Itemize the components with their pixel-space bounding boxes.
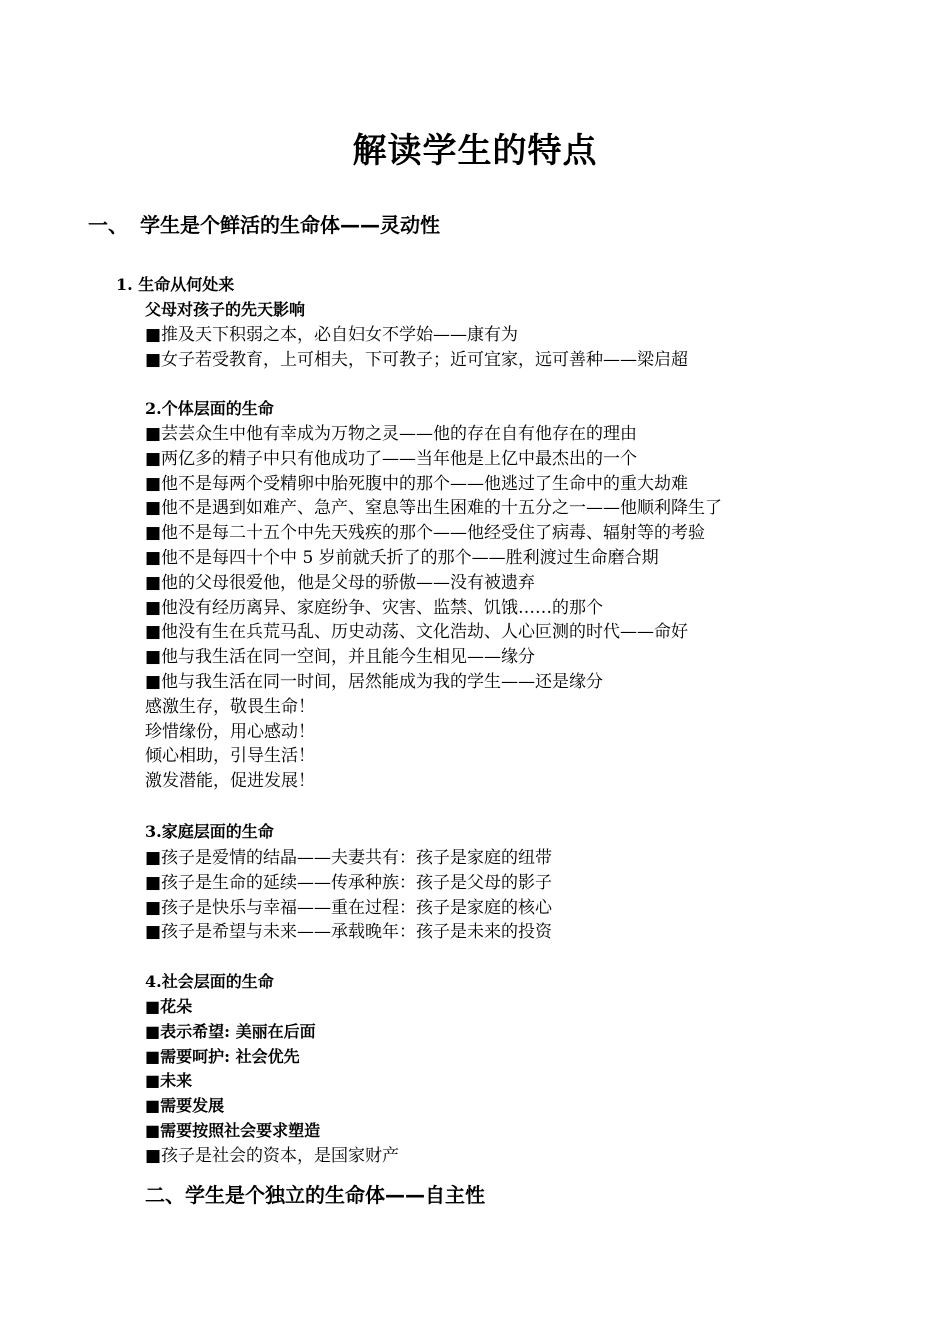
list-item: ■他不是遇到如难产、急产、窒息等出生困难的十五分之一——他顺利降生了: [145, 498, 723, 519]
subsection-1-list: [145, 323, 688, 373]
motto-line: 感激生存，敬畏生命！: [145, 696, 315, 717]
subsection-2-list: [145, 422, 722, 794]
list-item: ■他不是每两个受精卵中胎死腹中的那个——他逃过了生命中的重大劫难: [145, 473, 689, 494]
subsection-3-heading: 3.家庭层面的生命: [145, 822, 274, 841]
subsection-1-heading: 1. 生命从何处来: [116, 275, 235, 294]
subsection-3-list: [145, 846, 552, 945]
list-item: ■两亿多的精子中只有他成功了——当年他是上亿中最杰出的一个: [145, 448, 638, 469]
list-item: ■芸芸众生中他有幸成为万物之灵——他的存在自有他存在的理由: [145, 424, 638, 444]
list-item: ■花朵: [145, 997, 193, 1016]
list-item: ■他没有生在兵荒马乱、历史动荡、文化浩劫、人心叵测的时代——命好: [145, 622, 689, 643]
list-item: ■孩子是社会的资本，是国家财产: [145, 1146, 400, 1166]
subsection-4-last: [145, 1144, 399, 1169]
list-item: ■他与我生活在同一空间，并且能今生相见——缘分: [145, 647, 536, 668]
list-item: ■孩子是爱情的结晶——夫妻共有：孩子是家庭的纽带: [145, 848, 553, 868]
list-item: ■需要呵护: 社会优先: [145, 1046, 300, 1066]
list-item: ■孩子是希望与未来——承载晚年：孩子是未来的投资: [145, 922, 553, 943]
list-item: ■他与我生活在同一时间，居然能成为我的学生——还是缘分: [145, 671, 604, 692]
list-item: ■孩子是生命的延续——传承种族：孩子是父母的影子: [145, 872, 553, 893]
list-item: ■未来: [145, 1071, 193, 1091]
list-item: ■孩子是快乐与幸福——重在过程：孩子是家庭的核心: [145, 897, 553, 918]
list-item: ■推及天下积弱之本，必自妇女不学始——康有为: [145, 325, 519, 345]
section-1-title: 学生是个鲜活的生命体——灵动性: [140, 213, 440, 237]
section-1-heading: [88, 211, 440, 239]
section-2-heading: 二、学生是个独立的生命体——自主性: [145, 1183, 485, 1207]
section-1-number: 一、: [88, 213, 128, 237]
subsection-2-heading: 2.个体层面的生命: [145, 399, 274, 418]
list-item: ■他不是每四十个中 5 岁前就夭折了的那个——胜利渡过生命磨合期: [145, 547, 659, 568]
subsection-1-intro: [145, 298, 305, 323]
motto-line: 珍惜缘份，用心感动！: [145, 721, 315, 742]
list-item: ■他没有经历离异、家庭纷争、灾害、监禁、饥饿……的那个: [145, 597, 604, 618]
list-item: ■需要按照社会要求塑造: [145, 1120, 321, 1140]
list-item: ■需要发展: [145, 1096, 225, 1116]
list-item: ■女子若受教育，上可相夫，下可教子；近可宜家，远可善种——梁启超: [145, 349, 689, 370]
subsection-4-heading: 4.社会层面的生命: [145, 972, 274, 991]
document-title: 解读学生的特点: [352, 131, 598, 171]
motto-line: 激发潜能，促进发展！: [145, 771, 315, 792]
list-item: ■他的父母很爱他，他是父母的骄傲——没有被遗弃: [145, 572, 536, 593]
list-item: ■他不是每二十五个中先天残疾的那个——他经受住了病毒、辐射等的考验: [145, 523, 706, 544]
intro-line: 父母对孩子的先天影响: [145, 300, 306, 319]
list-item: ■表示希望: 美丽在后面: [145, 1021, 316, 1041]
motto-line: 倾心相助，引导生活！: [145, 746, 315, 767]
subsection-4-list: [145, 995, 320, 1144]
